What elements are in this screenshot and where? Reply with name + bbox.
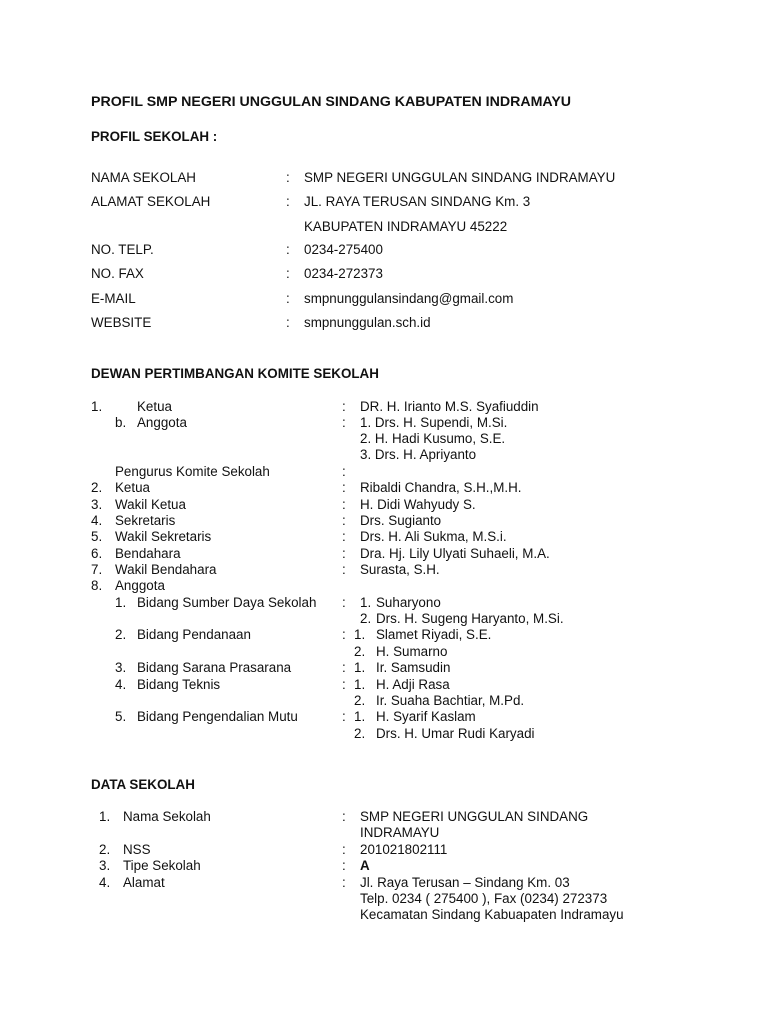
item-value: Surasta, S.H. — [360, 562, 440, 577]
member-name: Drs. H. Umar Rudi Karyadi — [376, 726, 535, 741]
colon: : — [286, 315, 290, 330]
item-number: 8. — [91, 578, 103, 593]
member-name: Drs. H. Sugeng Haryanto, M.Si. — [376, 611, 564, 626]
item-label: Bendahara — [115, 546, 181, 561]
colon: : — [342, 562, 346, 577]
member-number: 2. — [354, 693, 366, 708]
item-value: Kecamatan Sindang Kabuapaten Indramayu — [360, 907, 624, 922]
item-value: Jl. Raya Terusan – Sindang Km. 03 — [360, 875, 570, 890]
item-value: Drs. H. Ali Sukma, M.S.i. — [360, 529, 507, 544]
colon: : — [342, 546, 346, 561]
bidang-label: Bidang Teknis — [137, 677, 221, 692]
member-number: 2. — [354, 726, 366, 741]
item-value: DR. H. Irianto M.S. Syafiuddin — [360, 399, 539, 414]
item-label: Anggota — [115, 578, 165, 593]
item-value: SMP NEGERI UNGGULAN SINDANG — [360, 809, 589, 824]
member-number: 1. — [354, 677, 366, 692]
member-number: 1. — [354, 627, 366, 642]
profil-label: ALAMAT SEKOLAH — [91, 194, 211, 209]
member-name: H. Sumarno — [376, 644, 448, 659]
item-label: Anggota — [137, 415, 187, 430]
komite-heading: DEWAN PERTIMBANGAN KOMITE SEKOLAH — [91, 366, 379, 381]
data-sekolah-heading: DATA SEKOLAH — [91, 777, 195, 792]
colon: : — [342, 497, 346, 512]
bidang-label: Bidang Sarana Prasarana — [137, 660, 292, 675]
item-number: 7. — [91, 562, 103, 577]
bidang-number: 4. — [115, 677, 127, 692]
colon: : — [342, 858, 346, 873]
colon: : — [342, 842, 346, 857]
profil-value: 0234-275400 — [304, 242, 383, 257]
colon: : — [342, 399, 346, 414]
item-label: Alamat — [123, 875, 165, 890]
bidang-label: Bidang Pendanaan — [137, 627, 251, 642]
member-number: 2. — [360, 611, 372, 626]
item-number: 1. — [91, 399, 103, 414]
colon: : — [342, 480, 346, 495]
colon: : — [342, 709, 346, 724]
item-label: Wakil Ketua — [115, 497, 186, 512]
member-name: Slamet Riyadi, S.E. — [376, 627, 492, 642]
colon: : — [342, 415, 346, 430]
item-value: 1. Drs. H. Supendi, M.Si. — [360, 415, 508, 430]
item-value: Ribaldi Chandra, S.H.,M.H. — [360, 480, 522, 495]
member-number: 1. — [354, 660, 366, 675]
colon: : — [286, 291, 290, 306]
item-number: 6. — [91, 546, 103, 561]
member-number: 1. — [360, 595, 372, 610]
colon: : — [286, 266, 290, 281]
colon: : — [342, 464, 346, 479]
profil-value: 0234-272373 — [304, 266, 383, 281]
profil-value: KABUPATEN INDRAMAYU 45222 — [304, 219, 508, 234]
profil-label: NO. TELP. — [91, 242, 154, 257]
tipe-value: A — [360, 858, 370, 873]
colon: : — [342, 627, 346, 642]
item-number: 3. — [99, 858, 111, 873]
item-number: 3. — [91, 497, 103, 512]
profil-label: E-MAIL — [91, 291, 136, 306]
bidang-number: 1. — [115, 595, 127, 610]
colon: : — [342, 875, 346, 890]
colon: : — [286, 170, 290, 185]
item-label: NSS — [123, 842, 151, 857]
pengurus-label: Pengurus Komite Sekolah — [115, 464, 270, 479]
item-number: 2. — [91, 480, 103, 495]
item-label: Tipe Sekolah — [123, 858, 201, 873]
colon: : — [342, 595, 346, 610]
item-value: INDRAMAYU — [360, 825, 440, 840]
item-number: 4. — [91, 513, 103, 528]
item-label: Ketua — [115, 480, 150, 495]
email-value: smpnunggulansindang@gmail.com — [304, 291, 514, 306]
colon: : — [286, 242, 290, 257]
colon: : — [342, 677, 346, 692]
colon: : — [286, 194, 290, 209]
item-value: 201021802111 — [360, 842, 448, 857]
bidang-number: 2. — [115, 627, 127, 642]
item-value: 3. Drs. H. Apriyanto — [360, 447, 477, 462]
item-label: Sekretaris — [115, 513, 176, 528]
member-number: 2. — [354, 644, 366, 659]
item-label: Ketua — [137, 399, 172, 414]
member-name: H. Syarif Kaslam — [376, 709, 476, 724]
bidang-number: 5. — [115, 709, 127, 724]
item-number: b. — [115, 415, 127, 430]
item-label: Wakil Sekretaris — [115, 529, 212, 544]
item-value: 2. H. Hadi Kusumo, S.E. — [360, 431, 506, 446]
item-number: 5. — [91, 529, 103, 544]
document-title: PROFIL SMP NEGERI UNGGULAN SINDANG KABUPATEN INDRAMAYU — [91, 94, 572, 110]
colon: : — [342, 513, 346, 528]
colon: : — [342, 809, 346, 824]
item-value: Drs. Sugianto — [360, 513, 442, 528]
item-label: Wakil Bendahara — [115, 562, 217, 577]
profil-value: JL. RAYA TERUSAN SINDANG Km. 3 — [304, 194, 531, 209]
member-number: 1. — [354, 709, 366, 724]
member-name: Suharyono — [376, 595, 441, 610]
colon: : — [342, 660, 346, 675]
item-label: Nama Sekolah — [123, 809, 211, 824]
bidang-label: Bidang Pengendalian Mutu — [137, 709, 298, 724]
profil-value: SMP NEGERI UNGGULAN SINDANG INDRAMAYU — [304, 170, 616, 185]
bidang-label: Bidang Sumber Daya Sekolah — [137, 595, 317, 610]
colon: : — [342, 529, 346, 544]
member-name: Ir. Suaha Bachtiar, M.Pd. — [376, 693, 525, 708]
item-value: Telp. 0234 ( 275400 ), Fax (0234) 272373 — [360, 891, 608, 906]
item-value: Dra. Hj. Lily Ulyati Suhaeli, M.A. — [360, 546, 550, 561]
profil-label: WEBSITE — [91, 315, 152, 330]
member-name: Ir. Samsudin — [376, 660, 451, 675]
website-value: smpnunggulan.sch.id — [304, 315, 431, 330]
member-name: H. Adji Rasa — [376, 677, 450, 692]
item-value: H. Didi Wahyudy S. — [360, 497, 476, 512]
profil-label: NAMA SEKOLAH — [91, 170, 196, 185]
item-number: 1. — [99, 809, 111, 824]
bidang-number: 3. — [115, 660, 127, 675]
profil-label: NO. FAX — [91, 266, 144, 281]
profil-heading: PROFIL SEKOLAH : — [91, 129, 218, 144]
item-number: 2. — [99, 842, 111, 857]
item-number: 4. — [99, 875, 111, 890]
